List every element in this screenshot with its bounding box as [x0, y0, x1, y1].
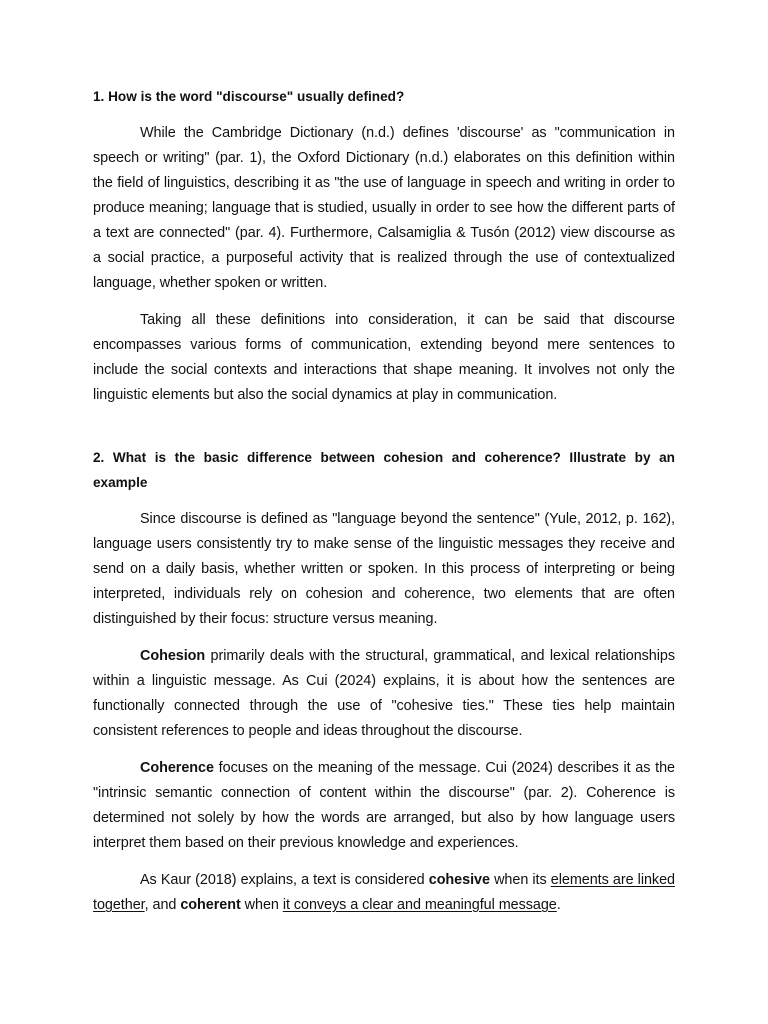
- section-2-paragraph-cohesion: [93, 644, 675, 744]
- cohesion-description: primarily deals with the structural, grammatical, and lexical relationships within a linguistic message. As Cui (2024) explains, it is about how the sentences are functionally connected through the use of "cohesive ties." These ties help maintain consistent references to people and ideas throughout the discourse.: [93, 648, 675, 739]
- kaur-intro: As Kaur (2018) explains, a text is considered: [140, 872, 429, 888]
- kaur-connector-2: , and: [144, 897, 181, 913]
- section-1-heading: 1. How is the word "discourse" usually defined?: [93, 89, 405, 104]
- section-1-paragraph-2: Taking all these definitions into consideration, it can be said that discourse encompasses various forms of communication, extending beyond mere sentences to include the social contexts and interactions that shape meaning. It involves not only the linguistic elements but also the social dynamics at play in communication.: [93, 312, 675, 403]
- cohesive-term: cohesive: [428, 872, 490, 888]
- coherence-description: focuses on the meaning of the message. Cui (2024) describes it as the "intrinsic semantic connection of content within the discourse" (par. 2). Coherence is determined not solely by how the words are arranged, but also by how language users interpret them based on their previous knowledge and experiences.: [93, 760, 675, 851]
- section-2-paragraph-kaur: [93, 868, 675, 918]
- section-2-paragraph-coherence: [93, 756, 675, 856]
- cohesion-term: Cohesion: [140, 648, 206, 664]
- section-1-paragraph-1: While the Cambridge Dictionary (n.d.) defines 'discourse' as "communication in speech or writing" (par. 1), the Oxford Dictionary (n.d.) elaborates on this definition within the field of linguistics, describing it as "the use of language in speech and writing in order to produce meaning; language that is studied, usually in order to see how the different parts of a text are connected" (par. 4). Furthermore, Calsamiglia & Tusón (2012) view discourse as a social practice, a purposeful activity that is realized through the use of contextualized language, whether spoken or written.: [93, 125, 675, 291]
- kaur-connector-3: when: [240, 897, 283, 913]
- section-2-paragraph-1: Since discourse is defined as "language beyond the sentence" (Yule, 2012, p. 162), language users consistently try to make sense of the linguistic messages they receive and send on a daily basis, whether written or spoken. In this process of interpreting or being interpreted, individuals rely on cohesion and coherence, two elements that are often distinguished by their focus: structure versus meaning.: [93, 511, 675, 627]
- coherence-term: Coherence: [140, 760, 214, 776]
- clear-message-phrase: it conveys a clear and meaningful message: [282, 897, 557, 913]
- kaur-period: .: [556, 897, 561, 913]
- section-2-heading: 2. What is the basic difference between cohesion and coherence? Illustrate by an example: [93, 450, 675, 490]
- coherent-term: coherent: [180, 897, 241, 913]
- elements-linked-phrase: elements are linked together: [93, 872, 675, 913]
- document-page: [93, 84, 675, 918]
- kaur-connector-1: when its: [489, 872, 551, 888]
